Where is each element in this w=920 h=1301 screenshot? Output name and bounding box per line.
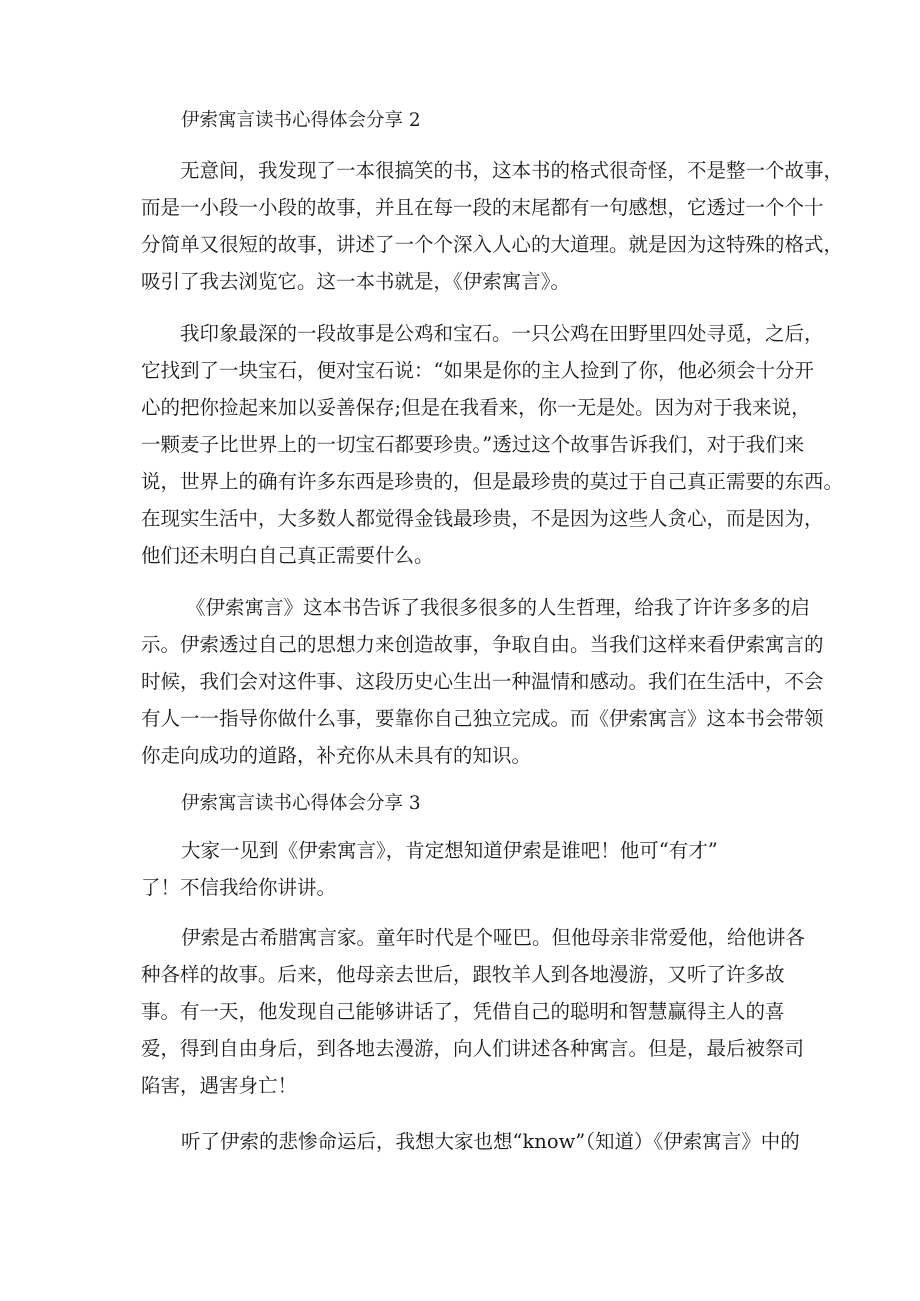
paragraph-line: 种各样的故事。后来，他母亲去世后，跟牧羊人到各地漫游，又听了许多故	[141, 963, 785, 986]
paragraph-line: 陷害，遇害身亡！	[141, 1074, 298, 1097]
paragraph-line: 示。伊索透过自己的思想力来创造故事，争取自由。当我们这样来看伊索寓言的	[141, 633, 824, 656]
paragraph-line: 事。有一天，他发现自己能够讲话了，凭借自己的聪明和智慧赢得主人的喜	[141, 1000, 785, 1023]
paragraph-line: 你走向成功的道路，补充你从未具有的知识。	[141, 744, 532, 767]
paragraph-line: 爱，得到自由身后，到各地去漫游，向人们讲述各种寓言。但是，最后被祭司	[141, 1037, 805, 1060]
paragraph-line: 说，世界上的确有许多东西是珍贵的，但是最珍贵的莫过于自己真正需要的东西。	[141, 470, 844, 493]
paragraph-line: 我印象最深的一段故事是公鸡和宝石。一只公鸡在田野里四处寻觅，之后，	[180, 322, 824, 345]
paragraph-line: 时候，我们会对这件事、这段历史心生出一种温情和感动。我们在生活中，不会	[141, 670, 824, 693]
paragraph-line: 听了伊索的悲惨命运后，我想大家也想“know”（知道）《伊索寓言》中的	[181, 1130, 800, 1153]
paragraph-line: 伊索是古希腊寓言家。童年时代是个哑巴。但他母亲非常爱他，给他讲各	[181, 926, 806, 949]
paragraph-line: 吸引了我去浏览它。这一本书就是，《伊索寓言》。	[141, 270, 571, 293]
paragraph-line: 无意间，我发现了一本很搞笑的书，这本书的格式很奇怪，不是整一个故事，	[180, 159, 844, 182]
section-3-heading: 伊索寓言读书心得体会分享 3	[181, 793, 421, 814]
paragraph-line: 他们还未明白自己真正需要什么。	[141, 544, 434, 567]
section-2-heading: 伊索寓言读书心得体会分享 2	[181, 110, 421, 131]
paragraph-line: 有人一一指导你做什么事，要靠你自己独立完成。而《伊索寓言》这本书会带领	[141, 707, 824, 730]
paragraph-line: 而是一小段一小段的故事，并且在每一段的末尾都有一句感想，它透过一个个十	[141, 196, 824, 219]
paragraph-line: 一颗麦子比世界上的一切宝石都要珍贵。”透过这个故事告诉我们，对于我们来	[141, 433, 805, 456]
paragraph-line: 它找到了一块宝石，便对宝石说：“如果是你的主人捡到了你，他必须会十分开	[141, 359, 814, 382]
paragraph-line: 了！不信我给你讲讲。	[141, 876, 337, 899]
paragraph-line: 在现实生活中，大多数人都觉得金钱最珍贵，不是因为这些人贪心，而是因为，	[141, 507, 824, 530]
paragraph-line: 大家一见到《伊索寓言》，肯定想知道伊索是谁吧！他可“有才”	[181, 839, 718, 862]
paragraph-line: 心的把你捡起来加以妥善保存;但是在我看来，你一无是处。因为对于我来说，	[141, 396, 811, 419]
paragraph-line: 《伊索寓言》这本书告诉了我很多很多的人生哲理，给我了许许多多的启	[186, 596, 811, 619]
paragraph-line: 分简单又很短的故事，讲述了一个个深入人心的大道理。就是因为这特殊的格式，	[141, 233, 844, 256]
